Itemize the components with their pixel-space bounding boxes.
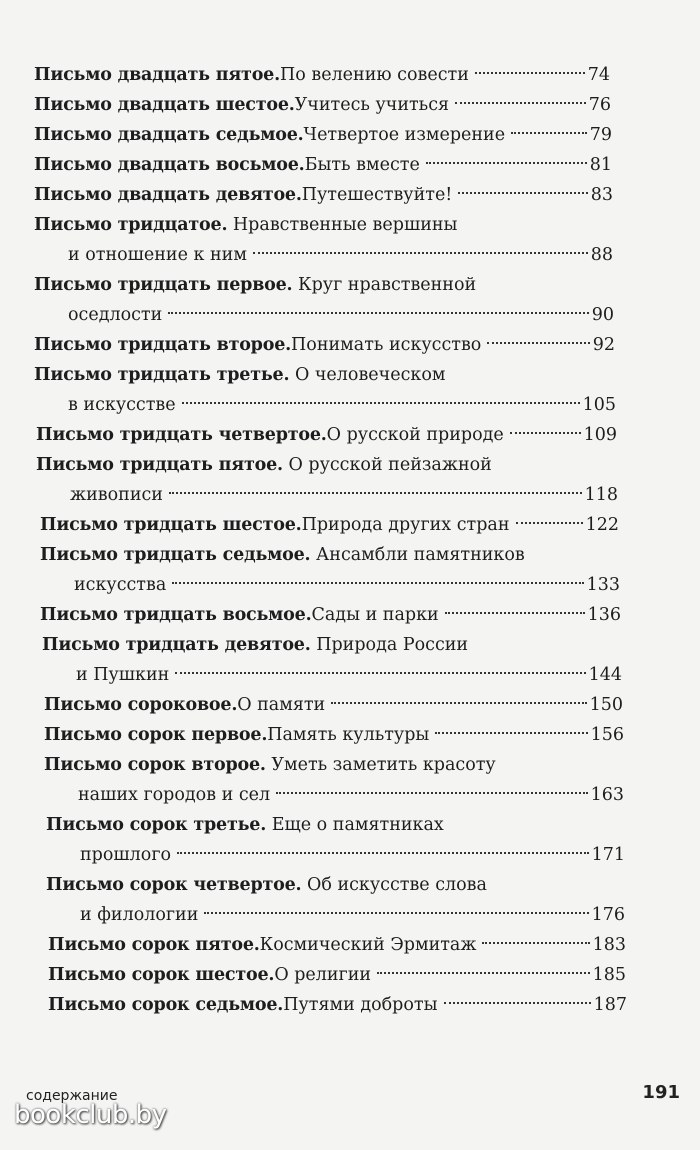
entry-heading: Письмо двадцать седьмое. — [34, 125, 304, 145]
page-ref: 118 — [584, 485, 618, 505]
page-ref: 176 — [591, 905, 625, 925]
toc-entry — [0, 930, 700, 960]
toc-entry — [0, 810, 700, 870]
page-ref: 150 — [589, 695, 623, 715]
toc-entry — [0, 870, 700, 930]
dot-leader — [168, 312, 588, 314]
dot-leader — [331, 702, 586, 704]
table-of-contents — [0, 60, 700, 1020]
entry-title-continued: прошлого — [80, 845, 172, 865]
entry-title: Космический Эрмитаж — [259, 935, 477, 955]
page-ref: 76 — [588, 95, 611, 115]
entry-title: Четвертое измерение — [303, 125, 506, 145]
entry-heading: Письмо сорок шестое. — [48, 965, 275, 985]
entry-title: Понимать искусство — [291, 335, 482, 355]
dot-leader — [510, 432, 581, 434]
dot-leader — [172, 582, 583, 584]
dot-leader — [276, 792, 587, 794]
page-ref: 88 — [590, 245, 613, 265]
page-ref: 92 — [592, 335, 615, 355]
page-ref: 136 — [587, 605, 621, 625]
page-ref: 187 — [593, 995, 627, 1015]
entry-heading: Письмо тридцатое. — [34, 215, 228, 235]
entry-heading: Письмо тридцать восьмое. — [40, 605, 312, 625]
toc-entry — [0, 210, 700, 270]
dot-leader — [426, 162, 587, 164]
dot-leader — [435, 732, 587, 734]
entry-heading: Письмо двадцать восьмое. — [34, 155, 305, 175]
toc-entry — [0, 360, 700, 420]
toc-entry — [0, 450, 700, 510]
entry-title: Уметь заметить красоту — [271, 755, 496, 775]
entry-title: Память культуры — [267, 725, 430, 745]
page-ref: 74 — [587, 65, 610, 85]
entry-title-continued: и отношение к ним — [68, 245, 247, 265]
entry-heading: Письмо сорок второе. — [44, 755, 266, 775]
entry-title: Сады и парки — [311, 605, 439, 625]
entry-title-continued: искусства — [74, 575, 167, 595]
entry-heading: Письмо сорок седьмое. — [48, 995, 284, 1015]
toc-entry — [0, 150, 700, 180]
page-ref: 171 — [591, 845, 625, 865]
dot-leader — [455, 102, 586, 104]
page-ref: 122 — [585, 515, 619, 535]
entry-title: Круг нравственной — [298, 275, 477, 295]
entry-title: О русской природе — [326, 425, 504, 445]
entry-heading: Письмо тридцать второе. — [34, 335, 292, 355]
dot-leader — [377, 972, 590, 974]
dot-leader — [475, 72, 585, 74]
entry-title: Путями доброты — [283, 995, 438, 1015]
entry-heading: Письмо тридцать шестое. — [40, 515, 302, 535]
page-ref: 144 — [588, 665, 622, 685]
entry-title-continued: и филологии — [80, 905, 199, 925]
dot-leader — [175, 672, 585, 674]
page-number: 191 — [642, 1082, 680, 1103]
dot-leader — [169, 492, 582, 494]
toc-entry — [0, 630, 700, 690]
entry-title: О человеческом — [294, 365, 446, 385]
toc-entry — [0, 720, 700, 750]
entry-title-continued: в искусстве — [68, 395, 176, 415]
toc-entry — [0, 690, 700, 720]
entry-title: Природа других стран — [301, 515, 510, 535]
toc-entry — [0, 90, 700, 120]
toc-entry — [0, 990, 700, 1020]
entry-title: Нравственные вершины — [232, 215, 458, 235]
entry-title: Природа России — [316, 635, 469, 655]
toc-entry — [0, 600, 700, 630]
page-ref: 109 — [583, 425, 617, 445]
entry-title: Об искусстве слова — [307, 875, 487, 895]
dot-leader — [516, 522, 583, 524]
page-ref: 183 — [592, 935, 626, 955]
toc-entry — [0, 750, 700, 810]
dot-leader — [182, 402, 580, 404]
toc-entry — [0, 960, 700, 990]
toc-entry — [0, 270, 700, 330]
entry-title: О русской пейзажной — [288, 455, 492, 475]
page-ref: 133 — [586, 575, 620, 595]
entry-title-continued: и Пушкин — [76, 665, 170, 685]
entry-heading: Письмо сорок пятое. — [48, 935, 260, 955]
entry-title: О религии — [274, 965, 372, 985]
toc-entry — [0, 420, 700, 450]
entry-heading: Письмо тридцать первое. — [34, 275, 293, 295]
entry-heading: Письмо сорок первое. — [44, 725, 268, 745]
dot-leader — [511, 132, 587, 134]
toc-entry — [0, 120, 700, 150]
entry-title-continued: наших городов и сел — [78, 785, 271, 805]
entry-title: Учитесь учиться — [294, 95, 450, 115]
running-footer-section: содержание — [26, 1088, 118, 1104]
page-ref: 156 — [590, 725, 624, 745]
dot-leader — [253, 252, 588, 254]
entry-title: Ансамбли памятников — [316, 545, 525, 565]
page-ref: 79 — [589, 125, 612, 145]
dot-leader — [445, 612, 585, 614]
page-ref: 81 — [589, 155, 612, 175]
toc-entry — [0, 510, 700, 540]
entry-heading: Письмо тридцать девятое. — [42, 635, 311, 655]
entry-title: Путешествуйте! — [301, 185, 453, 205]
dot-leader — [204, 912, 588, 914]
entry-heading: Письмо двадцать шестое. — [34, 95, 295, 115]
entry-heading: Письмо тридцать четвертое. — [36, 425, 327, 445]
entry-title: Быть вместе — [304, 155, 420, 175]
page-ref: 163 — [590, 785, 624, 805]
entry-heading: Письмо двадцать пятое. — [34, 65, 280, 85]
entry-heading: Письмо тридцать третье. — [34, 365, 290, 385]
entry-title-continued: живописи — [70, 485, 163, 505]
page-ref: 90 — [591, 305, 614, 325]
entry-title: По велению совести — [280, 65, 469, 85]
dot-leader — [458, 192, 587, 194]
entry-heading: Письмо тридцать седьмое. — [40, 545, 311, 565]
entry-title-continued: оседлости — [68, 305, 163, 325]
entry-heading: Письмо тридцать пятое. — [36, 455, 283, 475]
entry-title: О памяти — [237, 695, 326, 715]
page-ref: 185 — [592, 965, 626, 985]
entry-title: Еще о памятниках — [271, 815, 444, 835]
entry-heading: Письмо сорок третье. — [46, 815, 267, 835]
entry-heading: Письмо сороковое. — [44, 695, 238, 715]
toc-entry — [0, 330, 700, 360]
page-ref: 105 — [582, 395, 616, 415]
toc-entry — [0, 180, 700, 210]
watermark: bookclub.by — [14, 1100, 167, 1130]
toc-entry — [0, 60, 700, 90]
entry-heading: Письмо двадцать девятое. — [34, 185, 302, 205]
page-ref: 83 — [590, 185, 613, 205]
toc-entry — [0, 540, 700, 600]
dot-leader — [444, 1002, 591, 1004]
entry-heading: Письмо сорок четвертое. — [46, 875, 302, 895]
dot-leader — [487, 342, 589, 344]
dot-leader — [482, 942, 589, 944]
dot-leader — [177, 852, 589, 854]
